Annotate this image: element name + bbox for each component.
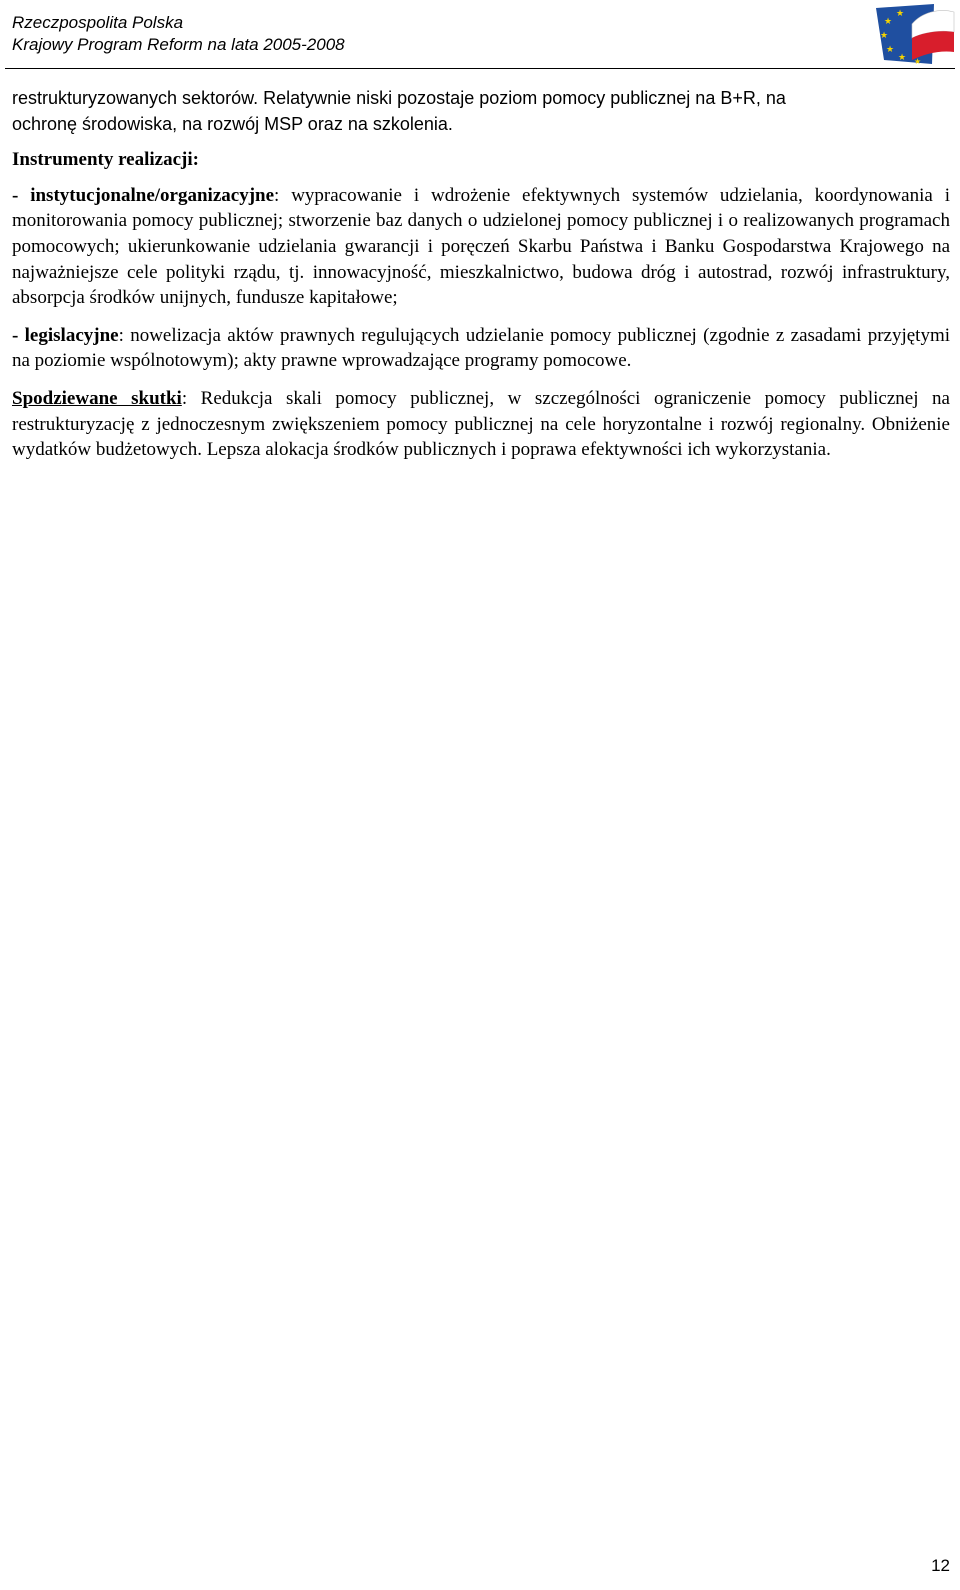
header-line-country: Rzeczpospolita Polska [12, 13, 184, 32]
header-text [12, 12, 345, 56]
svg-text:★: ★ [884, 17, 893, 27]
institutional-text: : wypracowanie i wdrożenie efektywnych systemów udzielania, koordynowania i monitorowania pomocy publicznej; stworzenie baz danych o udzielonej pomocy publicznej i o realizowanych programach pomocowych; ukierunkowanie udzielania gwarancji i poręczeń Skarbu Państwa i Banku Gospodarstwa Krajowego na najważniejsze cele polityki rządu, tj. innowacyjność, mieszkalnictwo, budowa dróg i autostrad, rozwój infrastruktury, absorpcja środków unijnych, fundusze kapitałowe; [12, 184, 950, 309]
svg-text:★: ★ [914, 57, 922, 66]
svg-text:★: ★ [896, 9, 905, 19]
institutional-label: - instytucjonalne/organizacyjne [12, 184, 275, 206]
intro-line-1: restrukturyzowanych sektorów. Relatywnie niski pozostaje poziom pomocy publicznej na B+R, na [12, 88, 786, 108]
legislative-paragraph [12, 323, 950, 374]
page-header [0, 0, 960, 70]
poland-eu-flag-logo-icon [874, 2, 958, 68]
document-body [12, 86, 950, 463]
intro-line-2: ochronę środowiska, na rozwój MSP oraz na szkolenia. [12, 113, 453, 134]
svg-text:★: ★ [880, 31, 889, 41]
effects-text: : Redukcja skali pomocy publicznej, w szczególności ograniczenie pomocy publicznej na restrukturyzację z jednoczesnym zwiększeniem pomocy publicznej na cele horyzontalne i rozwój regionalny. Obniżenie wydatków budżetowych. Lepsza alokacja środków publicznych i poprawa efektywności ich wykorzystania. [12, 387, 950, 461]
header-line-program: Krajowy Program Reform na lata 2005-2008 [12, 35, 345, 54]
legislative-label: - legislacyjne [12, 324, 119, 346]
institutional-paragraph [12, 183, 950, 311]
effects-paragraph [12, 386, 950, 463]
page-number: 12 [931, 1556, 950, 1575]
svg-text:★: ★ [898, 53, 907, 63]
legislative-text: : nowelizacja aktów prawnych regulujących udzielanie pomocy publicznej (zgodnie z zasadami przyjętymi na poziomie wspólnotowym); akty prawne wprowadzające programy pomocowe. [12, 324, 950, 372]
effects-label: Spodziewane skutki [12, 387, 182, 409]
intro-paragraph [12, 86, 950, 137]
header-divider [5, 68, 955, 69]
instruments-heading: Instrumenty realizacji: [12, 149, 199, 171]
svg-text:★: ★ [886, 45, 895, 55]
